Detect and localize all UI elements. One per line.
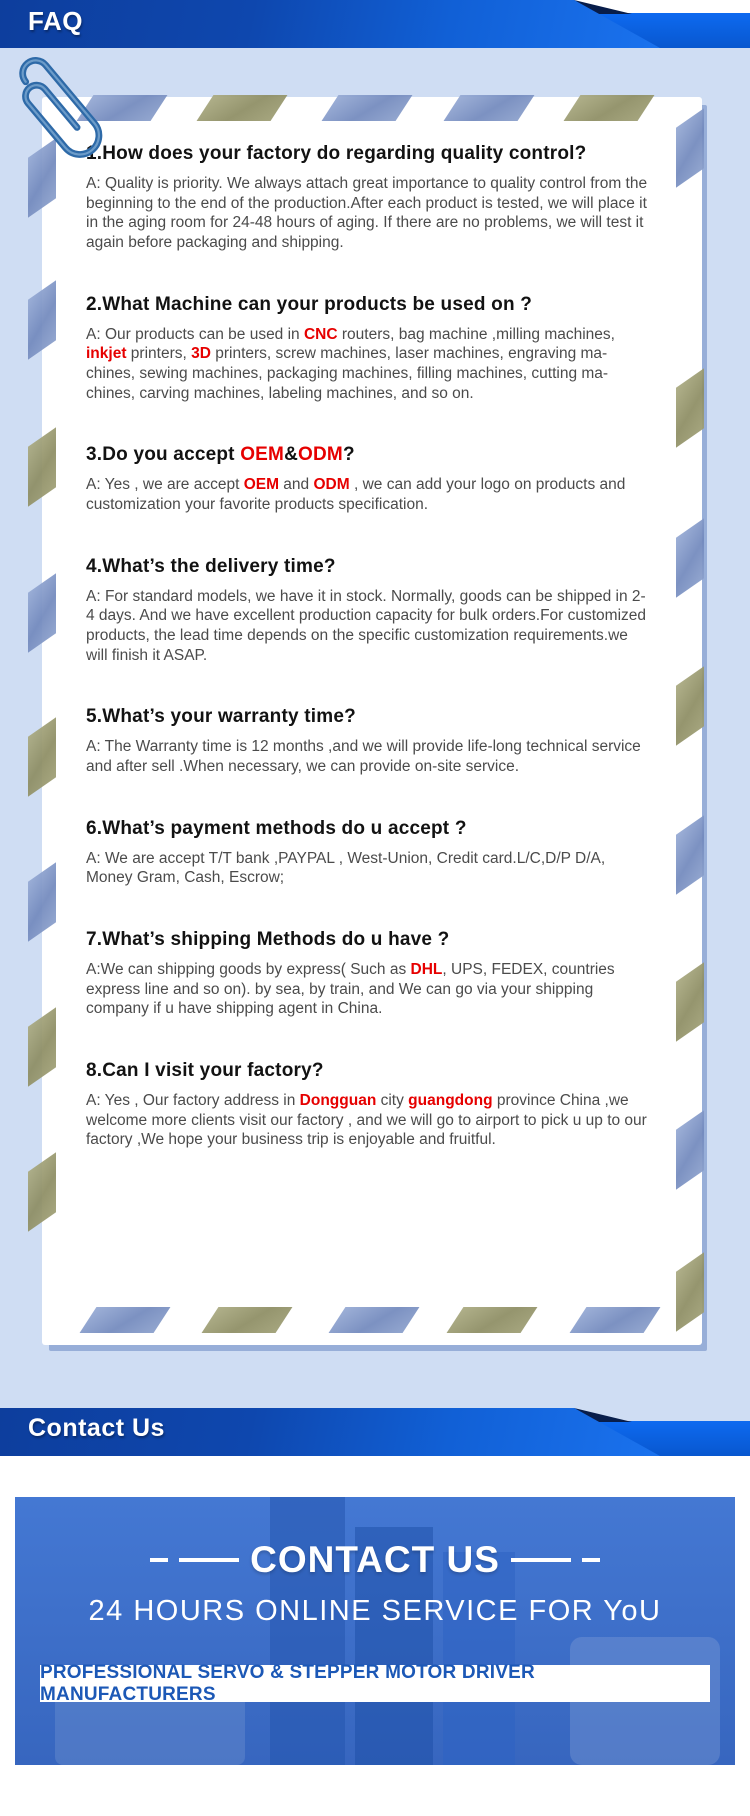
- faq-answer: A: Yes , Our factory address in Dongguan city guangdong province China ,we welcome more clients visit our factory , and we will go to airport to pick u up to our factory ,We hope your business trip is enjoyable and fruitful.: [86, 1092, 647, 1149]
- contact-header-title: Contact Us: [28, 1414, 165, 1442]
- faq-question: 5.What’s your warranty time?: [86, 706, 356, 728]
- contact-section-header: [0, 1408, 750, 1456]
- faq-question: 8.Can I visit your factory?: [86, 1060, 324, 1082]
- faq-item: [86, 706, 650, 776]
- faq-paper-card: [42, 97, 702, 1345]
- faq-item: [86, 818, 650, 888]
- faq-item: [86, 143, 650, 253]
- title-dash: [582, 1558, 600, 1562]
- faq-question: 2.What Machine can your products be used on ?: [86, 293, 533, 315]
- faq-item: [86, 444, 650, 514]
- title-dash: [179, 1558, 239, 1562]
- ribbon-band: [0, 0, 660, 48]
- faq-answer: A: We are accept T/T bank ,PAYPAL , West-Union, Credit card.L/C,D/P D/A, Money Gram, Cash, Escrow;: [86, 849, 606, 887]
- faq-list: [86, 143, 650, 1191]
- faq-section-header: [0, 0, 750, 48]
- faq-answer: A:We can shipping goods by express( Such as DHL, UPS, FEDEX, countries express line and so on). by sea, by train, and We can go via your shipping company if u have shipping agent in China.: [86, 961, 615, 1018]
- faq-item: [86, 1060, 650, 1150]
- faq-item: [86, 929, 650, 1019]
- faq-answer: A: Our products can be used in CNC routers, bag machine ,milling machines, inkjet printers, 3D printers, screw machines, laser machines, engraving ma-chines, sewing machines, packaging machines, filling machines, cutting ma-chines, carving machines, labeling machines, and so on.: [86, 325, 615, 402]
- faq-question: 1.How does your factory do regarding quality control?: [86, 143, 587, 164]
- faq-answer: A: For standard models, we have it in stock. Normally, goods can be shipped in 2-4 days. And we have excellent production capacity for bulk orders.For customized products, the lead time depends on the specific customization requirements.we will finish it ASAP.: [86, 587, 647, 664]
- faq-item: [86, 556, 650, 666]
- banner-subtitle: 24 HOURS ONLINE SERVICE FOR YoU: [88, 1595, 662, 1627]
- faq-answer: A: Yes , we are accept OEM and ODM , we can add your logo on products and customization your favorite products specification.: [86, 476, 626, 514]
- banner-title: CONTACT US: [250, 1539, 500, 1580]
- faq-answer: A: The Warranty time is 12 months ,and we will provide life-long technical service and after sell .When necessary, we can provide on-site service.: [86, 738, 641, 776]
- faq-header-title: FAQ: [28, 6, 83, 36]
- banner-strip-text: PROFESSIONAL SERVO & STEPPER MOTOR DRIVER MANUFACTURERS: [40, 1661, 535, 1705]
- title-dash: [511, 1558, 571, 1562]
- banner-strip: [40, 1661, 710, 1705]
- paperclip-icon: [18, 48, 114, 170]
- servo-driver-image: [443, 1552, 515, 1765]
- faq-question: 6.What’s payment methods do u accept ?: [86, 817, 467, 839]
- faq-question: 7.What’s shipping Methods do u have ?: [86, 929, 450, 951]
- faq-item: [86, 294, 650, 404]
- faq-question: 4.What’s the delivery time?: [86, 555, 336, 577]
- faq-question: 3.Do you accept OEM&ODM?: [86, 444, 355, 466]
- banner-title-row: [15, 1539, 735, 1581]
- contact-banner: [15, 1497, 735, 1765]
- faq-answer: A: Quality is priority. We always attach great importance to quality control from the beginning to the end of the production.After each product is tested, we will place it in the aging room for 24-48 hours of aging. If there are no problems, we will test it again before packaging and shipping.: [86, 175, 648, 252]
- title-dash: [150, 1558, 168, 1562]
- servo-driver-image: [270, 1497, 345, 1765]
